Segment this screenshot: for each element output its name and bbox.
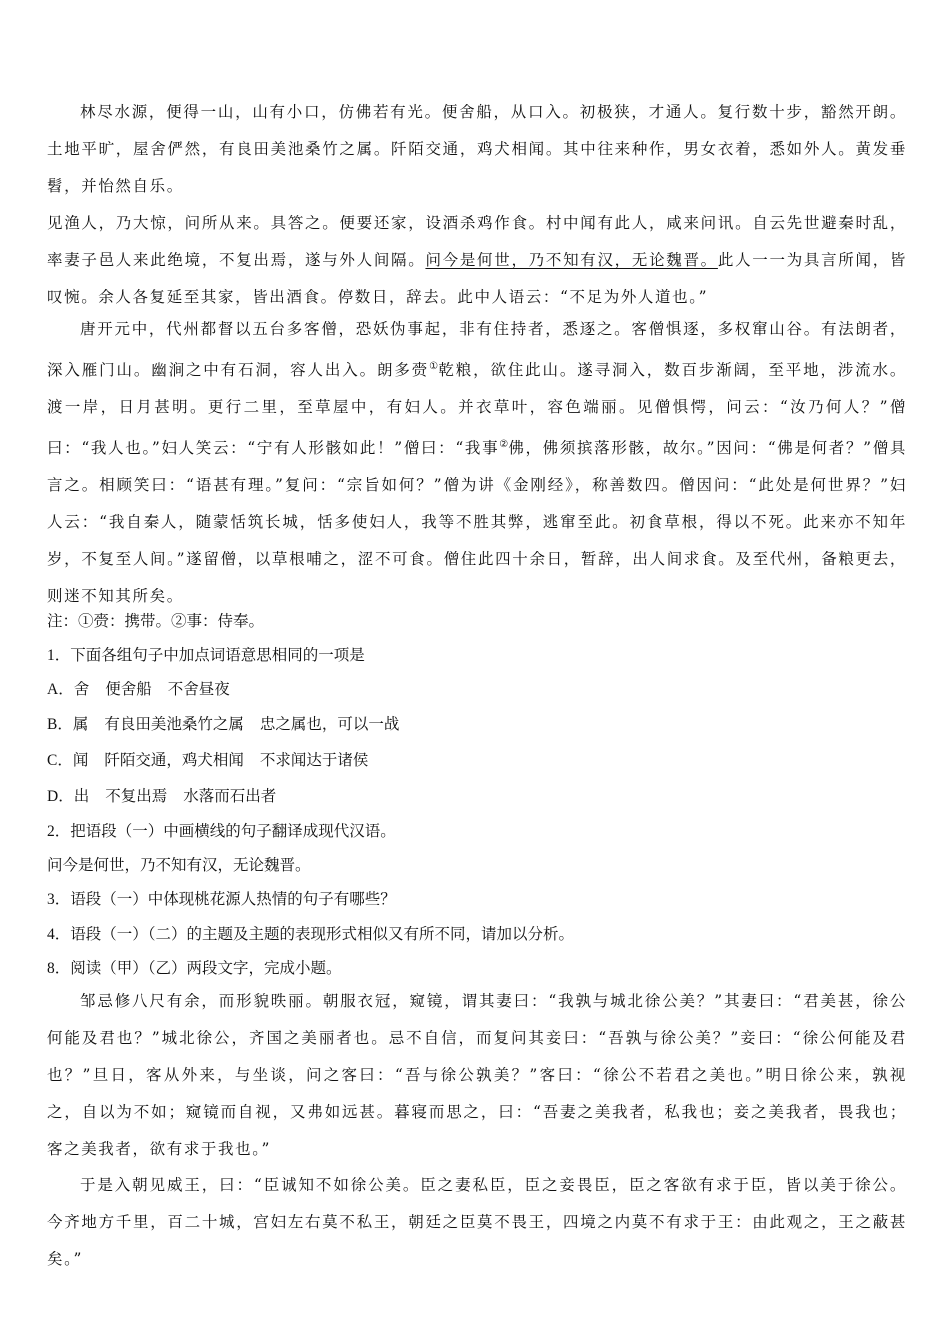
passage2-text-2: 乾粮，欲住此山。遂寻洞入，数百步渐阔，至平地，涉流水。渡一岸，日月甚明。更行二里，至草屋中，有妇人。并衣草叶，容色端丽。见僧惧愕，问云：“汝乃何人？”僧曰：“我人也。”妇人笑云：“宁有人形骸如此！”僧曰：“我事	[47, 361, 908, 457]
option-b-sentence-1: 有良田美池桑竹之属	[104, 716, 244, 733]
option-a-sentence-2: 不舍昼夜	[167, 681, 230, 698]
option-b	[47, 715, 907, 735]
passage1-para2	[47, 205, 907, 316]
option-d-sentence-1: 不复出焉	[105, 788, 168, 805]
footnotes: 注：①赍：携带。②事：侍奉。	[47, 613, 265, 630]
question-2-stem: 2．把语段（一）中画横线的句子翻译成现代汉语。	[47, 823, 396, 840]
question-4-stem: 4．语段（一）（二）的主题及主题的表现形式相似又有所不同，请加以分析。	[47, 926, 575, 943]
option-c-sentence-2: 不求闻达于诸侯	[259, 752, 369, 769]
option-c-letter: C．闻	[47, 752, 89, 769]
passage2-text-3: 佛，佛须摈落形骸，故尔。”因问：“佛是何者？”僧具言之。相顾笑曰：“语甚有理。”复问：“宗旨如何？”僧为讲《金刚经》，称善数四。僧因问：“此处是何世界？”妇人云：“我自秦人，随蒙恬筑长城，恬多使妇人，我等不胜其弊，逃窜至此。初食草根，得以不死。此来亦不知年岁，不复至人间。”遂留僧，以草根哺之，涩不可食。僧住此四十余日，暂辞，出人间求食。及至代州，备粮更去，则迷不知其所矣。	[47, 439, 908, 605]
option-d	[47, 787, 907, 807]
option-b-letter: B．属	[47, 716, 89, 733]
passage3-para2	[47, 1167, 907, 1278]
passage3-para1	[47, 983, 907, 1168]
option-c	[47, 751, 907, 771]
passage2-para	[47, 311, 907, 615]
option-d-letter: D．出	[47, 788, 90, 805]
passage3-para1-text: 邹忌修八尺有余，而形貌昳丽。朝服衣冠，窥镜，谓其妻曰：“我孰与城北徐公美？”其妻曰：“君美甚，徐公何能及君也？”城北徐公，齐国之美丽者也。忌不自信，而复问其妾曰：“吾孰与徐公美？”妾曰：“徐公何能及君也？”旦日，客从外来，与坐谈，问之客曰：“吾与徐公孰美？”客曰：“徐公不若君之美也。”明日徐公来，孰视之，自以为不如；窥镜而自视，又弗如远甚。暮寝而思之，曰：“吾妻之美我者，私我也；妾之美我者，畏我也；客之美我者，欲有求于我也。”	[47, 992, 907, 1158]
passage1-para2-text-b: 此人一一为具言所闻，皆叹惋。余人各复延至其家，皆出酒食。停数日，辞去。此中人语云：“不足为外人道也。”	[47, 251, 908, 306]
option-d-sentence-2: 水落而石出者	[183, 788, 277, 805]
footnote-marker-1: ①	[429, 361, 439, 372]
passage1-para2-text-a: 见渔人，乃大惊，问所从来。具答之。便要还家，设酒杀鸡作食。村中闻有此人，咸来问讯。自云先世避秦时乱，率妻子邑人来此绝境，不复出焉，遂与外人间隔。	[47, 214, 907, 269]
footnote-marker-2: ②	[499, 439, 509, 450]
option-a-sentence-1: 便舍船	[105, 681, 152, 698]
passage2-text-1: 唐开元中，代州都督以五台多客僧，恐妖伪事起，非有住持者，悉逐之。客僧惧逐，多权窜山谷。有法朗者，深入雁门山。幽涧之中有石洞，容人出入。朗多赍	[47, 320, 907, 379]
option-c-sentence-1: 阡陌交通，鸡犬相闻	[104, 752, 244, 769]
question-8-stem: 8．阅读（甲）（乙）两段文字，完成小题。	[47, 960, 342, 977]
question-3-stem: 3．语段（一）中体现桃花源人热情的句子有哪些？	[47, 891, 396, 908]
option-a-letter: A．舍	[47, 681, 90, 698]
passage3-para2-text: 于是入朝见威王，曰：“臣诚知不如徐公美。臣之妻私臣，臣之妾畏臣，臣之客欲有求于臣，皆以美于徐公。今齐地方千里，百二十城，宫妇左右莫不私王，朝廷之臣莫不畏王，四境之内莫不有求于王：由此观之，王之蔽甚矣。”	[47, 1176, 907, 1268]
question-1-stem: 1．下面各组句子中加点词语意思相同的一项是	[47, 647, 365, 664]
option-a	[47, 680, 907, 700]
underlined-sentence: 问今是何世，乃不知有汉，无论魏晋。	[425, 251, 718, 269]
passage1-para1-text: 林尽水源，便得一山，山有小口，仿佛若有光。便舍船，从口入。初极狭，才通人。复行数十步，豁然开朗。土地平旷，屋舍俨然，有良田美池桑竹之属。阡陌交通，鸡犬相闻。其中往来种作，男女衣着，悉如外人。黄发垂髫，并怡然自乐。	[47, 103, 907, 195]
passage1-para1	[47, 94, 907, 205]
option-b-sentence-2: 忠之属也，可以一战	[259, 716, 400, 733]
question-2-sentence: 问今是何世，乃不知有汉，无论魏晋。	[47, 857, 311, 874]
